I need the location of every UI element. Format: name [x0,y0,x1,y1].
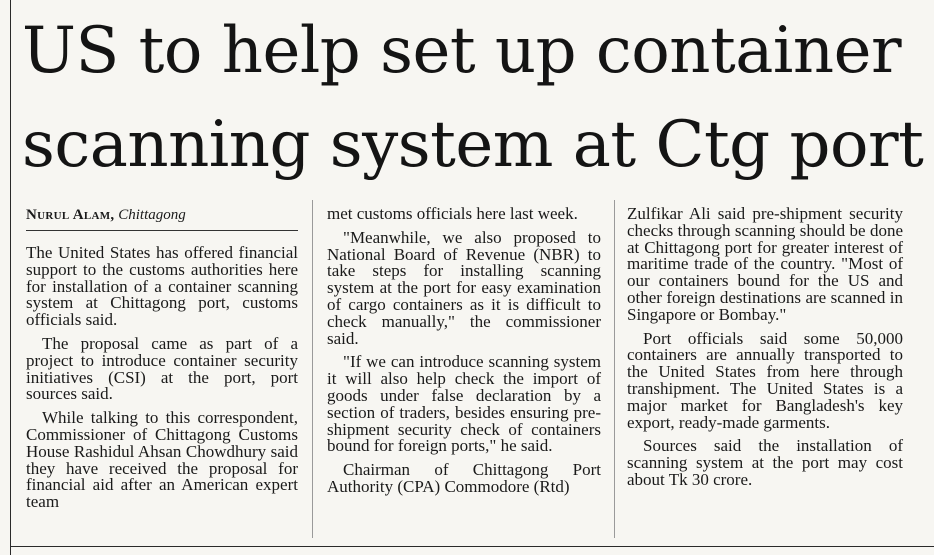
headline-line-2: scanning system at Ctg port [22,108,924,182]
paragraph: While talking to this correspondent, Commissioner of Chittagong Customs House Rashidul Ahsan Chowdhury said they have received the proposal for financial aid after an American expert team [26,408,298,512]
byline-author: Nurul Alam, [26,207,115,223]
paragraph: met customs officials here last week. [327,204,578,223]
paragraph: "Meanwhile, we also proposed to National Board of Revenue (NBR) to take steps for installing scanning system at the port for easy examination of cargo containers as it is difficult to check manually," the commissioner said. [327,227,601,348]
paragraph: The United States has offered financial support to the customs authorities here for installation of a container scanning system at Chittagong port, customs officials said. [26,243,298,330]
article-column-2 [327,206,601,496]
paragraph: The proposal came as part of a project to introduce container security initiatives (CSI) at the port, port sources said. [26,333,298,404]
article-column-1 [26,206,298,511]
headline [22,4,927,192]
left-column-rule [10,0,11,555]
paragraph: Zulfikar Ali said pre-shipment security checks through scanning should be done at Chittagong port for greater interest of maritime trade of the country. "Most of our containers bound for the US and other foreign destinations are scanned in Singapore or Bombay." [627,204,903,324]
paragraph: "If we can introduce scanning system it will also help check the import of goods under false declaration by a section of traders, besides ensuring pre-shipment security check of containers bound for foreign ports," he said. [327,352,601,456]
bottom-rule [10,546,934,547]
column-divider [614,200,615,538]
paragraph: Sources said the installation of scanning system at the port may cost about Tk 30 crore. [627,436,903,489]
paragraph: Port officials said some 50,000 containers are annually transported to the United States from here through transhipment. The United States is a major market for Bangladesh's key export, ready-made garments. [627,328,903,432]
paragraph: Chairman of Chittagong Port Authority (CPA) Commodore (Rtd) [327,460,601,496]
headline-line-1: US to help set up container [22,14,902,88]
byline [26,206,298,231]
article-column-3 [627,206,903,489]
column-divider [312,200,313,538]
byline-place: Chittagong [118,207,186,223]
